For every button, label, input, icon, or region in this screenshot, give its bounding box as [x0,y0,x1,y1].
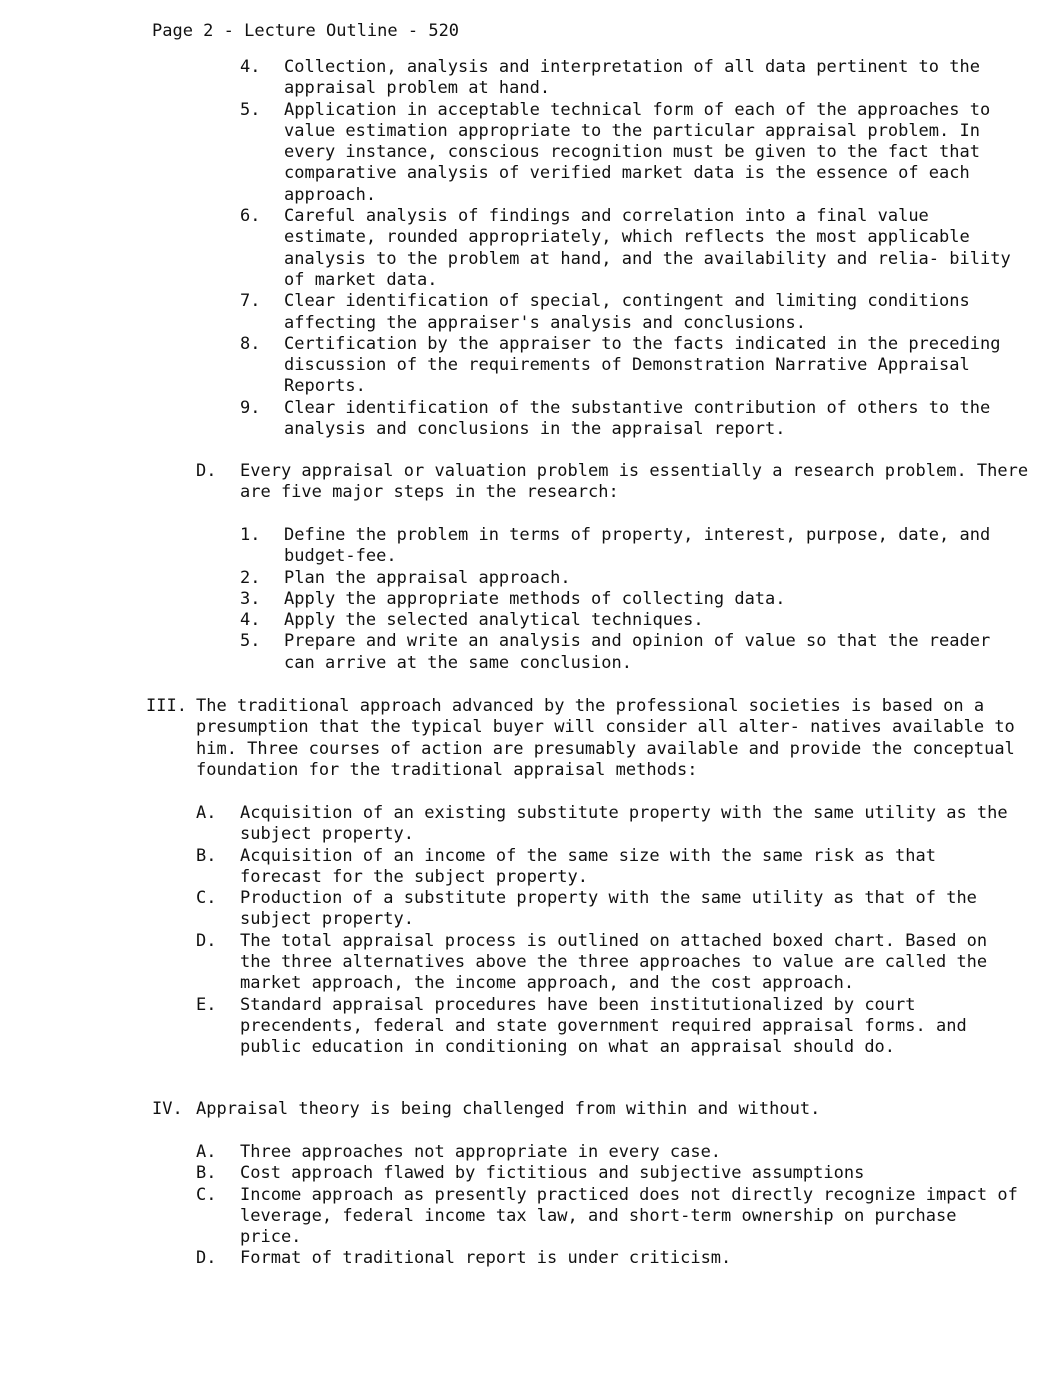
list-item-text: Apply the appropriate methods of collecting data. [284,588,786,609]
list-item [0,1099,1064,1120]
list-item [0,1142,1064,1163]
list-item [0,57,1064,100]
list-item-number: 3. [240,588,261,609]
list-item-text: Define the problem in terms of property, interest, purpose, date, and budget-fee. [284,525,991,567]
list-item-text: Plan the appraisal approach. [284,567,571,588]
list-item-text: Standard appraisal procedures have been institutionalized by court precendents, federal and state government required appraisal forms. and public education in conditioning on what an appraisal should do. [240,994,967,1058]
list-item-text: Application in acceptable technical form of each of the approaches to value estimation appropriate to the particular appraisal problem. In every instance, conscious recognition must be given to the fact that comparative analysis of verified market data is the essence of each approach. [284,99,991,205]
section-text: Every appraisal or valuation problem is essentially a research problem. There are five major steps in the research: [240,461,1029,503]
list-item [0,1163,1064,1184]
list-item [0,589,1064,610]
list-item-number: 4. [240,57,261,77]
list-item [0,398,1064,441]
list-item-text: Collection, analysis and interpretation of all data pertinent to the appraisal problem at hand. [284,57,980,99]
list-item-letter: D. [196,1248,217,1269]
list-item-number: 8. [240,333,261,354]
list-item [0,995,1064,1059]
list-item-text: The total appraisal process is outlined on attached boxed chart. Based on the three alternatives above the three approaches to value are called the market approach, the income approach, and the cost approach. [240,930,988,994]
list-item-text: Production of a substitute property with the same utility as that of the subject property. [240,888,977,930]
list-item-letter: A. [196,803,217,823]
section-number: D. [196,461,217,481]
list-item-number: 6. [240,206,261,227]
list-item-text: Careful analysis of findings and correlation into a final value estimate, rounded appropriately, which reflects the most applicable analysis to the problem at hand, and the availability and relia- bility of market data. [284,206,1011,290]
list-item-number: 7. [240,291,261,312]
list-item-letter: C. [196,888,217,909]
section-number: III. [146,696,187,716]
list-item-text: Apply the selected analytical techniques. [284,610,704,631]
list-item [0,696,1064,781]
list-item-number: 2. [240,567,261,588]
list-item-text: Income approach as presently practiced does not directly recognize impact of leverage, federal income tax law, and short-term ownership on purchase price. [240,1184,1018,1248]
list-item [0,525,1064,568]
list-item [0,803,1064,846]
list-item-text: Prepare and write an analysis and opinion of value so that the reader can arrive at the same conclusion. [284,631,991,673]
page-header: Page 2 - Lecture Outline - 520 [152,21,460,41]
section-text: The traditional approach advanced by the professional societies is based on a presumption that the typical buyer will consider all alter- natives available to him. Three courses of action are presumably available and provide the conceptual foundation for the traditional appraisal methods: [196,696,1015,780]
section-iii-items [0,803,1064,1059]
list-item [0,100,1064,206]
list-item [0,610,1064,631]
section-iv [0,1099,1064,1120]
list-item-letter: B. [196,1163,217,1184]
list-item-letter: C. [196,1184,217,1205]
section-iii [0,696,1064,781]
list-item [0,846,1064,889]
list-item-number: 5. [240,631,261,652]
list-item-text: Acquisition of an existing substitute property with the same utility as the subject property. [240,803,1008,845]
list-item [0,931,1064,995]
list-item-text: Clear identification of special, contingent and limiting conditions affecting the appraiser's analysis and conclusions. [284,291,970,333]
list-item [0,461,1064,504]
list-item-text: Certification by the appraiser to the facts indicated in the preceding discussion of the requirements of Demonstration Narrative Appraisal Reports. [284,333,1001,397]
section-number: IV. [152,1099,183,1119]
list-item-text: Format of traditional report is under criticism. [240,1248,732,1269]
list-item-letter: A. [196,1142,217,1162]
research-steps-list [0,525,1064,674]
list-item-number: 1. [240,525,261,545]
list-item [0,334,1064,398]
list-item-letter: E. [196,994,217,1015]
list-c-continued [0,57,1064,440]
list-item-text: Three approaches not appropriate in every case. [240,1142,722,1162]
list-item [0,888,1064,931]
section-text: Appraisal theory is being challenged from within and without. [196,1099,821,1119]
section-iv-items [0,1142,1064,1270]
list-item [0,291,1064,334]
list-item-text: Acquisition of an income of the same size with the same risk as that forecast for the subject property. [240,845,936,887]
list-item-number: 4. [240,610,261,631]
list-item-text: Cost approach flawed by fictitious and subjective assumptions [240,1163,865,1184]
list-item-number: 9. [240,397,261,418]
list-item [0,631,1064,674]
list-item-letter: D. [196,930,217,951]
list-item-text: Clear identification of the substantive contribution of others to the analysis and conclusions in the appraisal report. [284,397,991,440]
section-d [0,461,1064,504]
list-item-letter: B. [196,845,217,866]
list-item [0,206,1064,291]
list-item [0,568,1064,589]
list-item-number: 5. [240,99,261,120]
list-item [0,1185,1064,1249]
list-item [0,1248,1064,1269]
